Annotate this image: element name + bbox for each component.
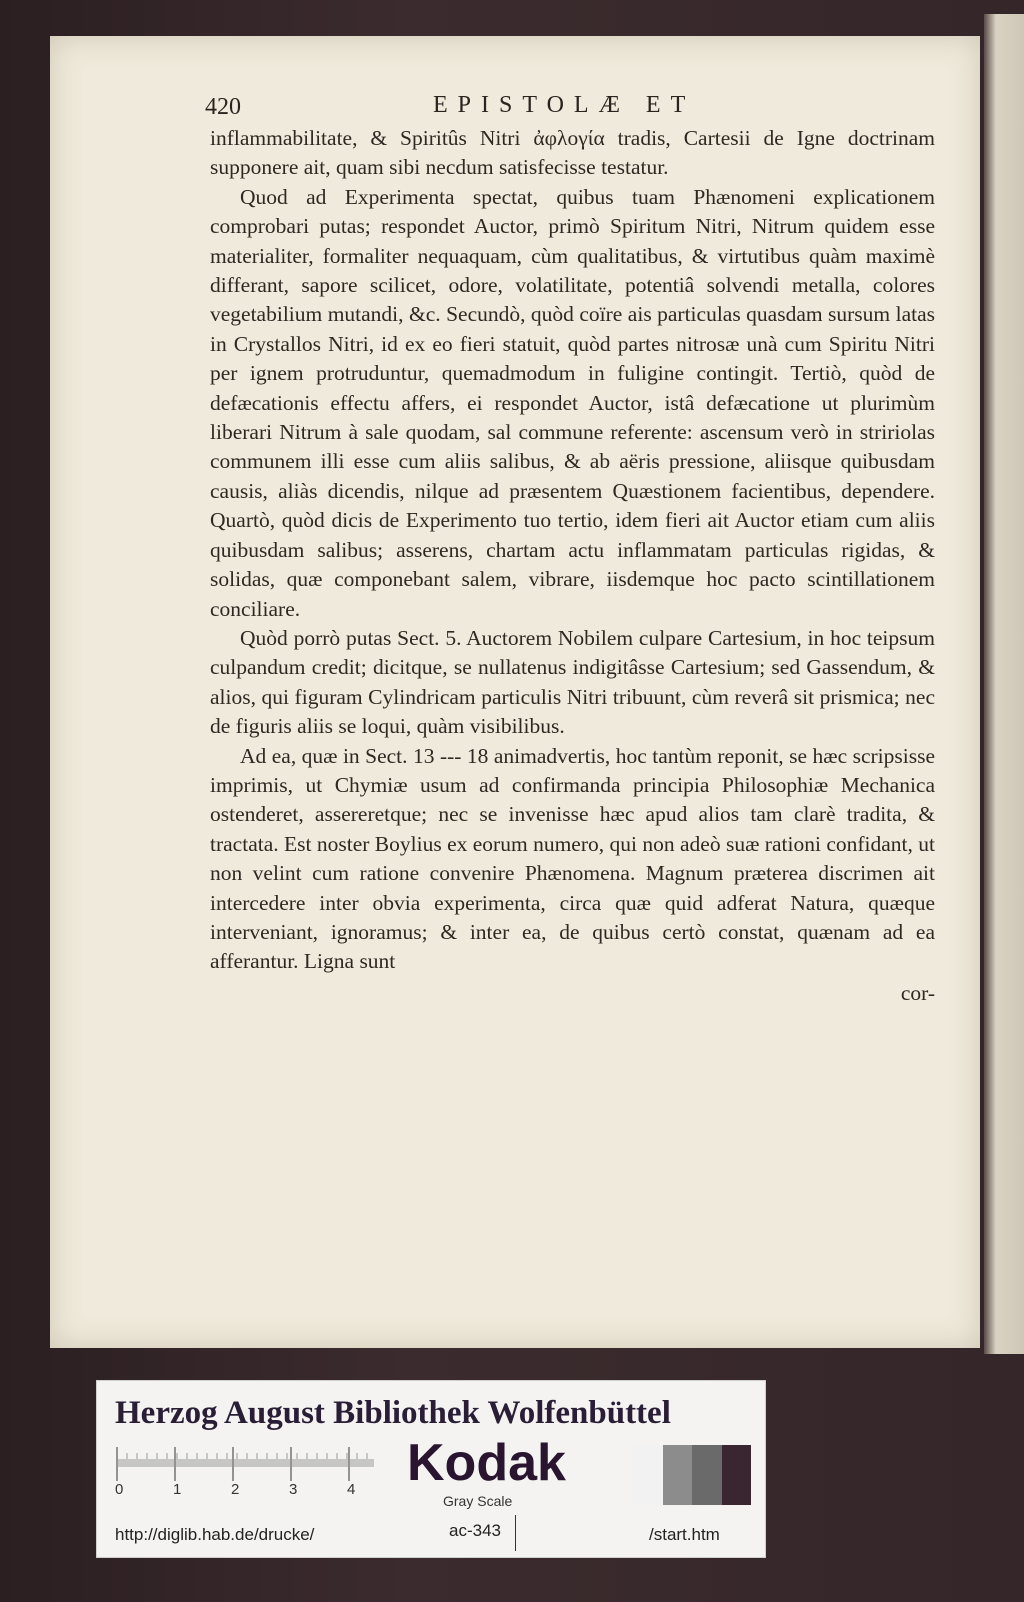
facing-page-edge [984,14,1024,1354]
paragraph: Quòd porrò putas Sect. 5. Auctorem Nobilem culpare Cartesium, in hoc teipsum culpandum credit; dicitque, se nullatenus indigitâsse Cartesium; sed Gassendum, & alios, qui figuram Cylindricam particulis Nitri tribuunt, cùm reverâ sit prismica; nec de figuris aliis se loqui, quàm visibilibus. [210,625,935,739]
page-number: 420 [205,94,241,120]
paragraph: inflammabilitate, & Spiritûs Nitri ἀφλογία tradis, Cartesii de Igne doctrinam supponere ait, quam sibi necdum satisfecisse testatur. [210,126,935,180]
source-url: http://diglib.hab.de/drucke/ [115,1525,315,1544]
ruler-label: 2 [231,1481,240,1498]
digitization-target-card [96,1380,766,1558]
shelfmark-code: ac-343 [449,1521,501,1540]
gray-swatch [692,1445,722,1505]
ruler-scale [115,1445,375,1481]
library-name: Herzog August Bibliothek Wolfenbüttel [115,1395,671,1431]
paragraph: Ad ea, quæ in Sect. 13 --- 18 animadvertis, hoc tantùm reponit, se hæc scripsisse imprimis, ut Chymiæ usum ad confirmanda principia Philosophiæ Mechanica ostenderet, assereretque; nec se invenisse hæc apud alios tam clarè tradita, & tractata. Est noster Boylius ex eorum numero, qui non adeò suæ rationi confidant, ut non velint cum ratione convenire Phænomena. Magnum præterea discrimen ait intercedere inter obvia experimenta, circa quæ quid adferat Natura, quæque interveniant, ignoramus; & inter ea, de quibus certò constat, quænam ad ea afferantur. Ligna sunt [210,743,935,974]
kodak-logo: Kodak [407,1434,566,1492]
body-text [210,124,935,1008]
running-head [205,92,725,126]
catchword: cor- [900,980,935,1005]
running-title: EPISTOLÆ ET [433,92,696,118]
ruler-label: 0 [115,1481,124,1498]
start-link: /start.htm [649,1525,720,1544]
card-footer [97,1515,765,1555]
gray-swatch [663,1445,693,1505]
gray-swatch [722,1445,752,1505]
footer-divider [515,1515,516,1551]
ruler-labels [115,1481,375,1501]
paragraph: Quod ad Experimenta spectat, quibus tuam Phænomeni explicationem comprobari putas; respondet Auctor, primò Spiritum Nitri, Nitrum quidem esse materialiter, formaliter nequaquam, cùm qualitatibus, & virtutibus quàm maximè differant, sapore scilicet, odore, volatilitate, potentiâ solvendi metalla, colores vegetabilium mutandi, &c. Secundò, quòd coïre ais particulas quasdam sursum latas in Crystallos Nitri, id ex eo fieri statuit, quòd partes nitrosæ unà cum Spiritu Nitri per ignem protruduntur, quemadmodum in fuligine contingit. Tertiò, quòd de defæcationis effectu affers, ei respondet Auctor, istâ defæcatione ut plurimùm liberari Nitrum à sale quodam, sal commune referente: ascensum verò in stririolas communem illi esse cum aliis salibus, & ab aëris pressione, aliisque quibusdam causis, aliàs dicendis, nilque ad præsentem Quæstionem facientibus, dependere. Quartò, quòd dicis de Experimento tuo tertio, idem fieri ait Auctor etiam cum aliis quibusdam salibus; asserens, chartam actu inflammatam particulas rigidas, & solidas, quæ componebant salem, vibrare, iisdemque hoc pacto scintillationem conciliare. [210,184,935,621]
ruler-label: 4 [347,1481,356,1498]
gray-scale-swatches [633,1445,751,1505]
gray-scale-label: Gray Scale [443,1493,513,1509]
ruler-label: 1 [173,1481,182,1498]
ruler-label: 3 [289,1481,298,1498]
gray-swatch [633,1445,663,1505]
